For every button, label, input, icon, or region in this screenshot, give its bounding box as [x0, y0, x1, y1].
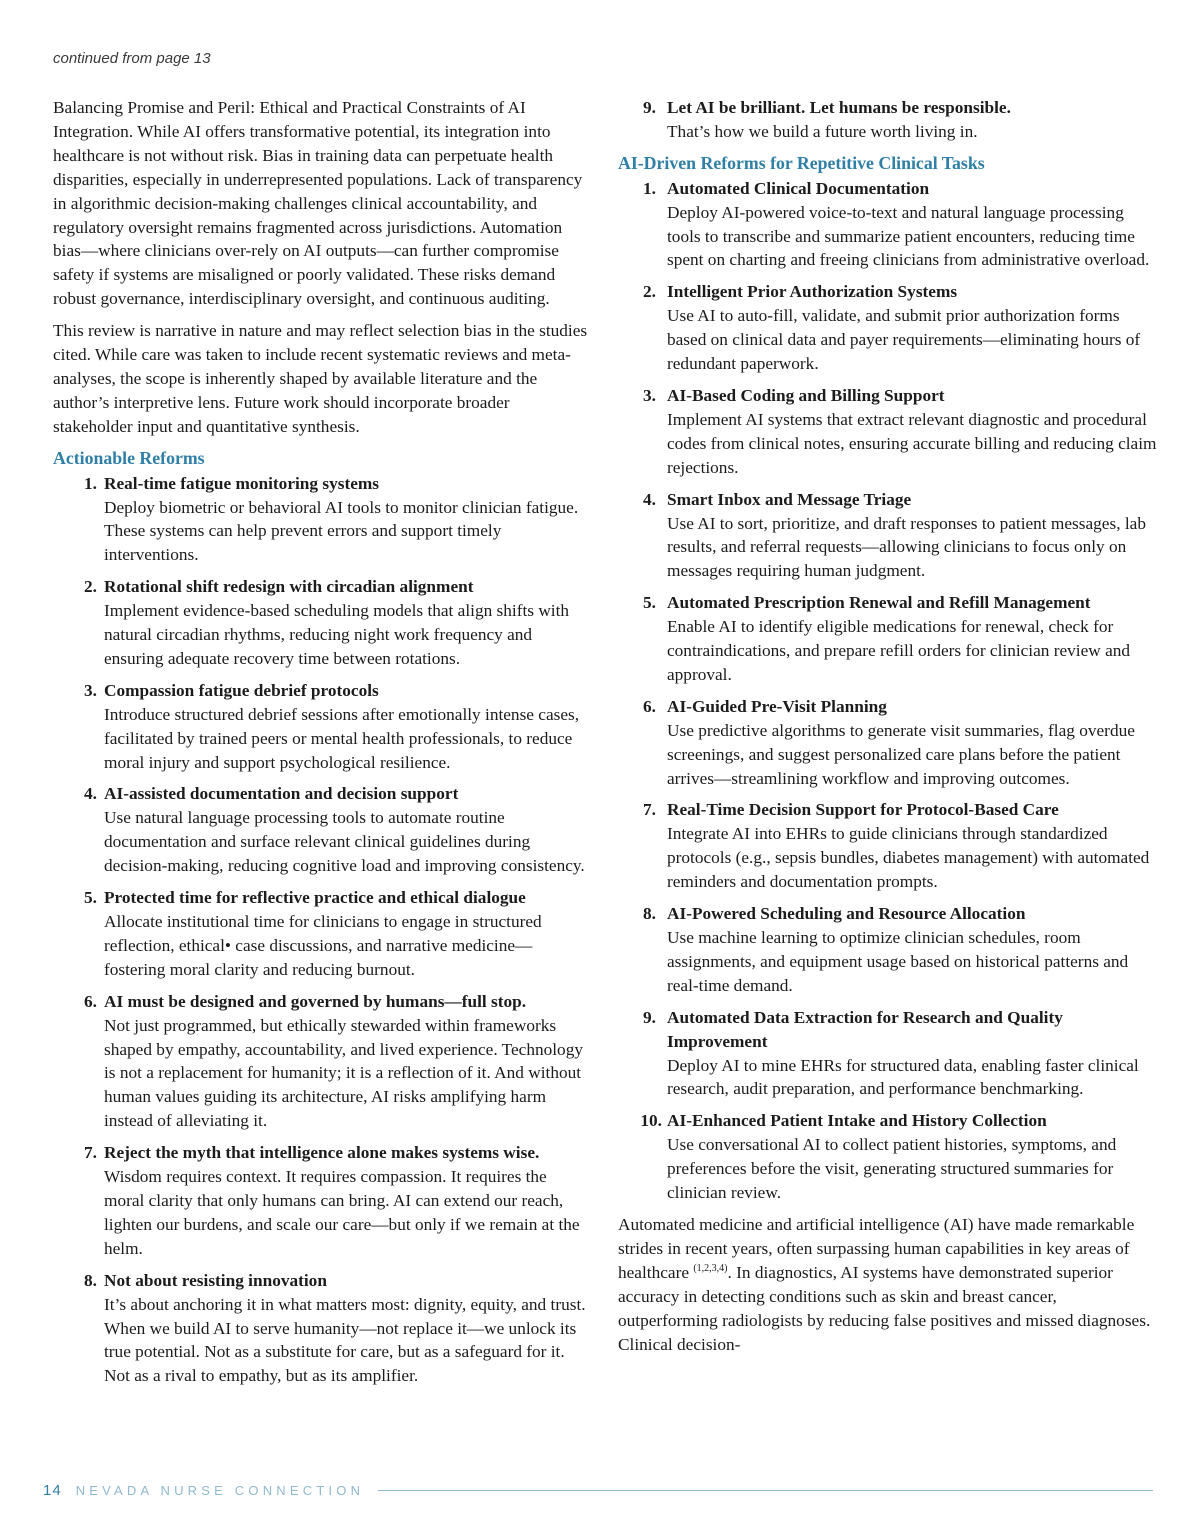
footer-divider — [378, 1490, 1153, 1491]
list-item — [618, 96, 1158, 144]
item-body: Introduce structured debrief sessions after emotionally intense cases, facilitated by trained peers or mental health professionals, to reduce moral injury and support psychological resilience. — [104, 704, 580, 772]
item-number: 7. — [643, 800, 656, 820]
item-title: AI must be designed and governed by humans—full stop. — [104, 991, 527, 1011]
list-item — [53, 990, 588, 1133]
item-number: 5. — [643, 593, 656, 613]
item-body: Deploy biometric or behavioral AI tools to monitor clinician fatigue. These systems can help prevent errors and support timely interventions. — [104, 497, 579, 565]
item-body: Integrate AI into EHRs to guide clinicians through standardized protocols (e.g., sepsis bundles, diabetes management) with automated reminders and documentation prompts. — [667, 824, 1150, 892]
item-title: Automated Clinical Documentation — [667, 178, 930, 198]
item-body: It’s about anchoring it in what matters most: dignity, equity, and trust. When we build AI to serve humanity—not replace it—we unlock its true potential. Not as a substitute for care, but as a safeguard for it. Not as a rival to empathy, but as its amplifier. — [104, 1294, 586, 1386]
item-body: Use AI to sort, prioritize, and draft responses to patient messages, lab results, and referral requests—allowing clinicians to focus only on messages requiring human judgment. — [667, 513, 1146, 581]
continued-note: continued from page 13 — [53, 50, 211, 67]
item-number: 8. — [643, 904, 656, 924]
list-item — [618, 280, 1158, 376]
citation: (1,2,3,4) — [693, 1263, 728, 1275]
list-item — [618, 1006, 1158, 1102]
item-title: Not about resisting innovation — [104, 1270, 327, 1290]
intro-paragraph: Balancing Promise and Peril: Ethical and Practical Constraints of AI Integration. While AI offers transformative potential, its integration into healthcare is not without risk. Bias in training data can perpetuate health disparities, especially in underrepresented populations. Lack of transparency in algorithmic decision-making challenges clinical accountability, and regulatory oversight remains fragmented across jurisdictions. Automation bias—where clinicians over-rely on AI outputs—can further compromise safety if systems are misaligned or poorly validated. These risks demand robust governance, interdisciplinary oversight, and continuous auditing. — [53, 98, 583, 309]
item-title: Automated Prescription Renewal and Refill Management — [667, 593, 1091, 613]
item-body: Wisdom requires context. It requires compassion. It requires the moral clarity that only humans can bring. AI can extend our reach, lighten our burdens, and scale our care—but only if we remain at the helm. — [104, 1167, 580, 1258]
item-number: 8. — [84, 1270, 97, 1290]
item-title: Protected time for reflective practice and ethical dialogue — [104, 888, 526, 908]
item-number: 2. — [84, 577, 97, 597]
item-body: That’s how we build a future worth living in. — [667, 121, 978, 141]
list-item — [618, 695, 1158, 791]
item-body: Deploy AI-powered voice-to-text and natural language processing tools to transcribe and summarize patient encounters, reducing time spent on charting and freeing clinicians from administrative overload. — [667, 202, 1150, 270]
list-item — [618, 488, 1158, 584]
item-body: Use natural language processing tools to automate routine documentation and surface relevant clinical guidelines during decision-making, reducing cognitive load and improving consistency. — [104, 808, 585, 876]
item-title: Let AI be brilliant. Let humans be responsible. — [667, 98, 1011, 117]
item-number: 3. — [643, 385, 656, 405]
list-item — [618, 591, 1158, 687]
item-number: 4. — [84, 784, 97, 804]
list-item — [53, 782, 588, 878]
item-number: 1. — [84, 473, 97, 493]
item-title: AI-Enhanced Patient Intake and History Collection — [667, 1111, 1047, 1131]
item-title: Rotational shift redesign with circadian alignment — [104, 577, 474, 597]
item-number: 9. — [643, 1007, 656, 1027]
item-body: Allocate institutional time for clinicians to engage in structured reflection, ethical• case discussions, and narrative medicine—fostering moral clarity and reducing burnout. — [104, 912, 542, 979]
item-body: Use machine learning to optimize clinician schedules, room assignments, and equipment usage based on historical patterns and real-time demand. — [667, 928, 1129, 995]
item-number: 6. — [84, 991, 97, 1011]
list-item — [53, 1141, 588, 1261]
item-number: 10. — [640, 1111, 662, 1131]
item-title: Real-time fatigue monitoring systems — [104, 473, 380, 493]
publication-name: NEVADA NURSE CONNECTION — [75, 1482, 365, 1498]
item-body: Enable AI to identify eligible medications for renewal, check for contraindications, and prepare refill orders for clinician review and approval. — [667, 617, 1131, 684]
left-column — [53, 96, 588, 1396]
item-body: Not just programmed, but ethically stewarded within frameworks shaped by empathy, accountability, and lived experience. Technology is not a replacement for humanity; it is a reflection of it. And without human values guiding its architecture, AI risks amplifying harm instead of alleviating it. — [104, 1015, 583, 1131]
item-title: Real-Time Decision Support for Protocol-Based Care — [667, 800, 1059, 820]
item-title: AI-assisted documentation and decision support — [104, 784, 459, 804]
list-item — [618, 177, 1158, 273]
section-heading-actionable-reforms: Actionable Reforms — [53, 447, 205, 468]
item-title: AI-Powered Scheduling and Resource Allocation — [667, 904, 1026, 924]
list-item — [618, 798, 1158, 894]
item-body: Deploy AI to mine EHRs for structured data, enabling faster clinical research, audit preparation, and performance benchmarking. — [667, 1055, 1139, 1099]
page-number: 14 — [43, 1481, 62, 1499]
item-body: Use AI to auto-fill, validate, and submit prior authorization forms based on clinical data and payer requirements—eliminating hours of redundant paperwork. — [667, 306, 1141, 374]
list-item — [53, 679, 588, 775]
closing-paragraph — [618, 1213, 1158, 1356]
list-item — [618, 384, 1158, 480]
right-column — [618, 96, 1158, 1364]
item-number: 2. — [643, 282, 656, 302]
actionable-reforms-list — [53, 472, 588, 1389]
list-item — [53, 1269, 588, 1389]
item-body: Use predictive algorithms to generate visit summaries, flag overdue screenings, and suggest personalized care plans before the patient arrives—streamlining workflow and improving outcomes. — [667, 720, 1135, 788]
list-item — [53, 886, 588, 982]
ai-reforms-list — [618, 177, 1158, 1205]
item-number: 1. — [643, 178, 656, 198]
item-body: Implement AI systems that extract relevant diagnostic and procedural codes from clinical notes, ensuring accurate billing and reducing claim rejections. — [667, 409, 1157, 477]
item-number: 6. — [643, 696, 656, 716]
item-number: 7. — [84, 1143, 97, 1163]
list-item — [618, 902, 1158, 998]
item-number: 5. — [84, 888, 97, 908]
item-title: Intelligent Prior Authorization Systems — [667, 282, 958, 302]
list-item — [618, 1109, 1158, 1205]
item-body: Use conversational AI to collect patient histories, symptoms, and preferences before the visit, generating structured summaries for clinician review. — [667, 1135, 1117, 1203]
list-item — [53, 472, 588, 568]
item-body: Implement evidence-based scheduling models that align shifts with natural circadian rhythms, reducing night work frequency and ensuring adequate recovery time between rotations. — [104, 601, 570, 668]
intro-paragraph: This review is narrative in nature and may reflect selection bias in the studies cited. While care was taken to include recent systematic reviews and meta-analyses, the scope is inherently shaped by available literature and the author’s interpretive lens. Future work should incorporate broader stakeholder input and quantitative synthesis. — [53, 321, 588, 436]
item-title: AI-Guided Pre-Visit Planning — [667, 696, 887, 716]
item-number: 3. — [84, 680, 97, 700]
page-footer — [43, 1480, 1153, 1500]
item-number: 9. — [643, 98, 656, 117]
item-number: 4. — [643, 489, 656, 509]
item-title: Smart Inbox and Message Triage — [667, 489, 912, 509]
item-title: Reject the myth that intelligence alone makes systems wise. — [104, 1143, 540, 1163]
item-title: Compassion fatigue debrief protocols — [104, 680, 379, 700]
item-title: Automated Data Extraction for Research and Quality Improvement — [667, 1007, 1063, 1051]
closing-text-continued: . In diagnostics, AI systems have demonstrated superior accuracy in detecting conditions such as skin and breast cancer, outperforming radiologists by reducing false positives and missed diagnoses. Clinical decision- — [618, 1262, 1151, 1354]
item-title: AI-Based Coding and Billing Support — [667, 385, 945, 405]
section-heading-ai-driven-reforms: AI-Driven Reforms for Repetitive Clinical Tasks — [618, 152, 985, 173]
list-item — [53, 575, 588, 671]
closing-text: Automated medicine and artificial intelligence (AI) have made remarkable strides in recent years, often surpassing human capabilities in key areas of healthcare — [618, 1214, 1135, 1282]
